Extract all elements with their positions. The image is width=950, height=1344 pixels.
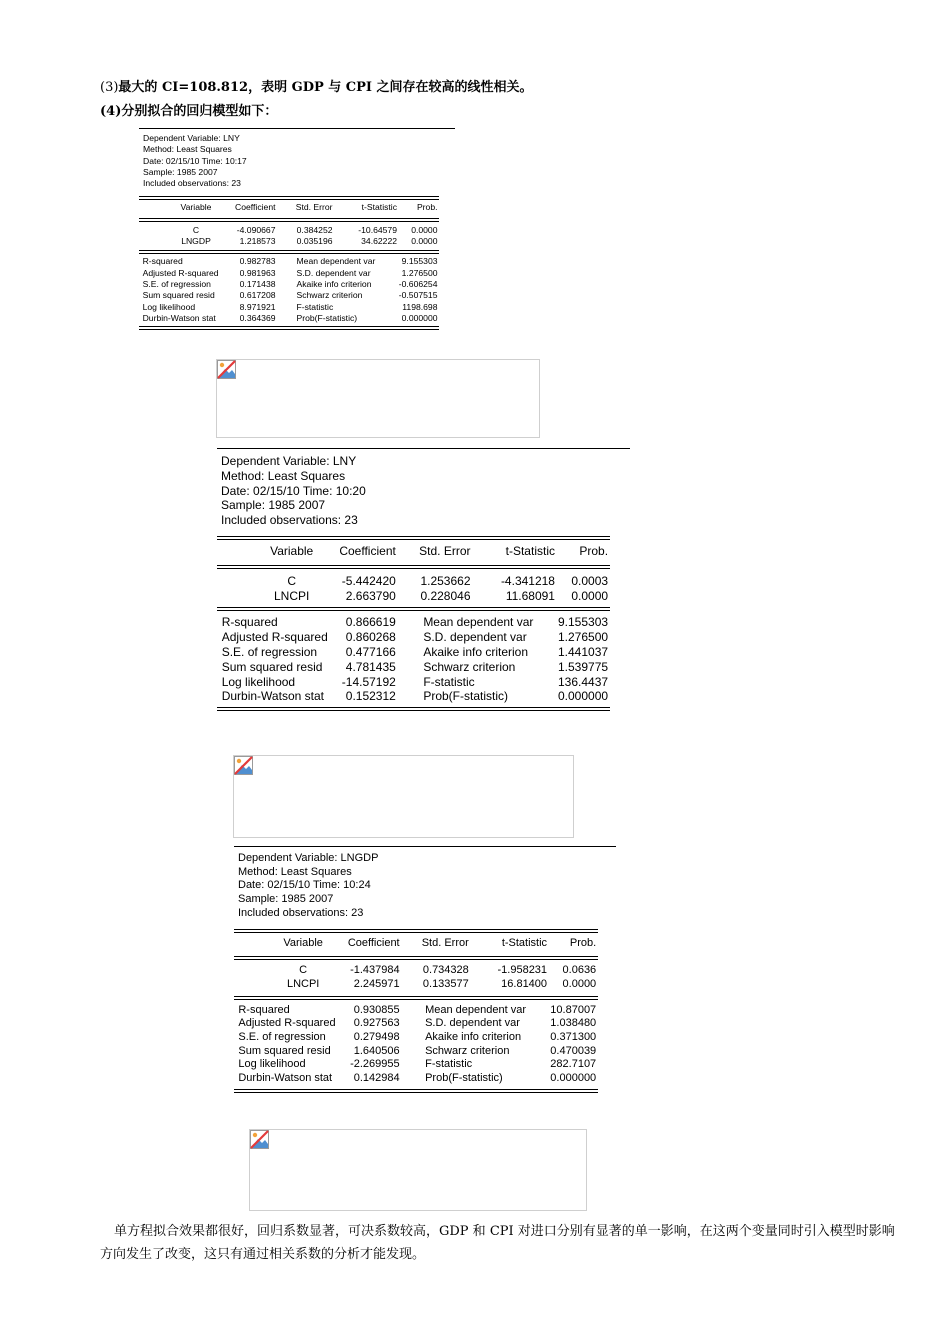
table-cell: Prob. xyxy=(569,936,597,949)
regression-header xyxy=(238,852,378,921)
table-cell: 0.0003 xyxy=(571,573,609,588)
table-cell: Std. Error xyxy=(419,544,471,558)
table-cell: 0.982783 xyxy=(239,256,276,267)
broken-image-placeholder xyxy=(216,359,540,438)
table-cell: -5.442420 xyxy=(341,573,396,588)
header-line: Dependent Variable: LNY xyxy=(143,133,240,143)
table-cell: 0.734328 xyxy=(422,964,469,977)
table-double-rule xyxy=(139,250,439,254)
table-cell: 2.663790 xyxy=(345,588,396,603)
table-cell: t-Statistic xyxy=(501,936,548,949)
header-line: Sample: 1985 2007 xyxy=(238,893,334,906)
table-double-rule xyxy=(217,565,610,569)
table-cell: 0.000000 xyxy=(550,1072,597,1085)
table-cell: Sum squared resid xyxy=(142,290,215,301)
table-cell: 11.68091 xyxy=(505,588,555,603)
table-cell: 1198.698 xyxy=(402,301,438,312)
table-cell: Durbin-Watson stat xyxy=(238,1072,333,1085)
table-cell: C xyxy=(192,224,200,235)
table-cell: Prob(F-statistic) xyxy=(425,1072,503,1085)
statistic-row xyxy=(217,689,610,704)
table-cell: R-squared xyxy=(142,256,183,267)
table-cell: 0.371300 xyxy=(550,1031,597,1043)
table-cell: -14.57192 xyxy=(341,674,396,689)
table-cell: LNCPI xyxy=(273,588,310,603)
table-cell: 1.640506 xyxy=(353,1044,400,1057)
table-cell: C xyxy=(287,573,296,588)
table-cell: 0.000000 xyxy=(401,312,438,323)
table-cell: -0.606254 xyxy=(398,279,438,289)
header-line: Method: Least Squares xyxy=(143,144,232,155)
table-cell: 1.539775 xyxy=(557,659,609,674)
table-cell: 4.781435 xyxy=(345,659,396,674)
table-cell: 10.87007 xyxy=(550,1003,597,1016)
regression-table-lny-lngdp xyxy=(139,128,455,338)
paragraph-4-text: (4)分别拟合的回归模型如下： xyxy=(100,104,278,119)
table-cell: Akaike info criterion xyxy=(296,279,372,289)
table-cell: Mean dependent var xyxy=(423,615,534,630)
table-cell: Prob(F-statistic) xyxy=(296,312,358,323)
table-cell: Adjusted R-squared xyxy=(142,267,219,278)
table-cell: S.E. of regression xyxy=(221,645,318,659)
broken-image-icon xyxy=(217,360,236,379)
table-cell: Akaike info criterion xyxy=(423,645,529,659)
table-cell: Mean dependent var xyxy=(296,256,376,267)
table-cell: 1.276500 xyxy=(557,630,609,645)
table-cell: 16.81400 xyxy=(501,977,548,990)
regression-header xyxy=(221,454,366,528)
statistic-row xyxy=(139,290,439,301)
header-line: Date: 02/15/10 Time: 10:24 xyxy=(238,879,371,892)
header-line: Sample: 1985 2007 xyxy=(143,166,218,177)
coefficient-row xyxy=(217,589,610,604)
table-cell: 0.860268 xyxy=(345,630,396,645)
table-cell: LNGDP xyxy=(181,236,211,247)
table-top-rule xyxy=(217,448,630,449)
coefficient-row xyxy=(217,574,610,589)
table-cell: Adjusted R-squared xyxy=(221,630,328,645)
table-cell: S.D. dependent var xyxy=(296,267,371,278)
paragraph-3-prefix: (3) xyxy=(100,80,119,95)
table-cell: 2.245971 xyxy=(353,977,400,990)
header-line: Method: Least Squares xyxy=(238,865,352,878)
table-cell: -4.341218 xyxy=(500,573,555,588)
table-double-rule xyxy=(234,1089,598,1093)
table-cell: F-statistic xyxy=(425,1058,473,1071)
table-cell: S.D. dependent var xyxy=(425,1017,520,1030)
table-double-rule xyxy=(217,536,610,540)
statistic-row xyxy=(139,302,439,313)
statistic-row xyxy=(217,675,610,690)
table-cell: 0.384252 xyxy=(296,224,333,235)
table-cell: LNCPI xyxy=(286,977,320,990)
table-cell: Schwarz criterion xyxy=(425,1044,510,1057)
table-cell: -0.507515 xyxy=(398,290,438,301)
paragraph-3 xyxy=(100,79,533,96)
statistic-row xyxy=(234,1031,598,1045)
table-cell: 0.133577 xyxy=(422,977,469,990)
table-cell: F-statistic xyxy=(296,301,334,312)
regression-table-lngdp-lncpi xyxy=(234,846,616,1098)
header-line: Dependent Variable: LNGDP xyxy=(238,852,379,864)
table-double-rule xyxy=(139,326,439,330)
table-cell: 282.7107 xyxy=(550,1058,597,1071)
statistic-row xyxy=(234,1058,598,1072)
table-cell: Coefficient xyxy=(339,544,396,558)
table-cell: Coefficient xyxy=(347,936,400,949)
statistic-row xyxy=(139,268,439,279)
table-cell: Variable xyxy=(283,936,323,949)
table-cell: 0.0000 xyxy=(562,977,597,990)
table-cell: 0.617208 xyxy=(239,290,276,301)
table-cell: 0.470039 xyxy=(550,1044,597,1057)
table-cell: 0.228046 xyxy=(420,588,471,603)
table-cell: 0.866619 xyxy=(345,615,396,630)
header-line: Included observations: 23 xyxy=(143,178,241,189)
statistic-row xyxy=(234,1045,598,1059)
header-line: Sample: 1985 2007 xyxy=(221,498,326,513)
table-double-rule xyxy=(139,196,439,200)
table-cell: -2.269955 xyxy=(350,1058,400,1071)
header-line: Included observations: 23 xyxy=(221,513,358,528)
table-cell: 0.927563 xyxy=(353,1017,400,1030)
table-cell: Sum squared resid xyxy=(221,659,323,674)
table-cell: Adjusted R-squared xyxy=(238,1017,336,1030)
table-cell: -1.958231 xyxy=(497,964,548,977)
table-cell: 9.155303 xyxy=(401,256,438,267)
column-header-row xyxy=(217,544,610,559)
table-cell: Variable xyxy=(180,201,212,212)
table-cell: F-statistic xyxy=(423,674,475,689)
table-top-rule xyxy=(234,846,616,847)
table-cell: -4.090667 xyxy=(236,224,276,235)
table-cell: Akaike info criterion xyxy=(425,1031,522,1043)
table-cell: 1.218573 xyxy=(239,236,276,247)
table-cell: R-squared xyxy=(238,1003,290,1016)
statistic-row xyxy=(234,1004,598,1018)
coefficient-row xyxy=(234,964,598,978)
table-cell: Schwarz criterion xyxy=(423,659,516,674)
statistic-row xyxy=(139,313,439,324)
table-cell: 0.0000 xyxy=(571,588,609,603)
table-double-rule xyxy=(234,929,598,933)
paragraph-4 xyxy=(100,103,277,120)
coefficient-row xyxy=(139,236,439,247)
table-cell: S.E. of regression xyxy=(238,1031,326,1043)
table-cell: Std. Error xyxy=(295,201,333,212)
statistic-row xyxy=(217,660,610,675)
table-double-rule xyxy=(217,707,610,711)
table-cell: R-squared xyxy=(221,615,278,630)
statistic-row xyxy=(217,630,610,645)
statistic-row xyxy=(217,645,610,660)
statistic-row xyxy=(217,615,610,630)
table-double-rule xyxy=(234,956,598,960)
table-cell: 0.0636 xyxy=(562,964,597,977)
statistic-row xyxy=(139,256,439,267)
table-cell: 0.981963 xyxy=(239,267,276,278)
table-cell: 136.4437 xyxy=(557,674,609,689)
table-cell: t-Statistic xyxy=(505,544,555,558)
table-cell: 0.279498 xyxy=(353,1031,400,1043)
table-top-rule xyxy=(139,128,455,129)
table-cell: Std. Error xyxy=(421,936,469,949)
table-cell: 1.038480 xyxy=(550,1017,597,1030)
header-line: Date: 02/15/10 Time: 10:20 xyxy=(221,483,366,498)
table-double-rule xyxy=(234,996,598,1000)
column-header-row xyxy=(139,202,439,213)
table-cell: Variable xyxy=(270,544,314,558)
header-line: Method: Least Squares xyxy=(221,468,346,483)
coefficient-row xyxy=(234,978,598,992)
broken-image-placeholder xyxy=(249,1129,587,1211)
table-cell: 1.276500 xyxy=(401,267,438,278)
table-cell: Prob. xyxy=(416,201,438,212)
statistic-row xyxy=(234,1017,598,1031)
table-cell: 1.441037 xyxy=(557,645,609,659)
table-cell: 0.171438 xyxy=(239,279,276,289)
table-cell: 0.142984 xyxy=(353,1072,400,1085)
table-double-rule xyxy=(139,218,439,222)
table-cell: 1.253662 xyxy=(420,573,471,588)
table-cell: -10.64579 xyxy=(358,224,397,235)
broken-image-icon xyxy=(234,756,253,775)
regression-table-lny-lncpi xyxy=(217,448,630,721)
header-line: Dependent Variable: LNY xyxy=(221,454,357,468)
broken-image-placeholder xyxy=(233,755,574,838)
table-cell: C xyxy=(299,964,308,977)
table-cell: Mean dependent var xyxy=(425,1003,527,1016)
table-cell: 0.0000 xyxy=(411,224,438,235)
table-cell: 9.155303 xyxy=(557,615,609,630)
broken-image-icon xyxy=(250,1130,269,1149)
table-cell: Durbin-Watson stat xyxy=(142,312,216,323)
table-cell: Schwarz criterion xyxy=(296,290,363,301)
header-line: Included observations: 23 xyxy=(238,906,364,919)
table-double-rule xyxy=(217,607,610,611)
table-cell: Log likelihood xyxy=(142,301,196,312)
table-cell: t-Statistic xyxy=(361,201,397,212)
table-cell: Coefficient xyxy=(235,201,276,212)
table-cell: Prob. xyxy=(579,544,609,558)
table-cell: 34.62222 xyxy=(361,236,397,247)
table-cell: Log likelihood xyxy=(238,1058,306,1071)
table-cell: 0.035196 xyxy=(296,236,333,247)
table-cell: 0.930855 xyxy=(353,1003,400,1016)
coefficient-row xyxy=(139,225,439,236)
conclusion-paragraph: 单方程拟合效果都很好，回归系数显著，可决系数较高，GDP 和 CPI 对进口分别有显著的单一影响，在这两个变量同时引入模型时影响方向发生了改变，这只有通过相关系数的分析才能发现。 xyxy=(100,1224,895,1262)
table-cell: 0.152312 xyxy=(345,689,396,704)
table-cell: Durbin-Watson stat xyxy=(221,689,324,704)
paragraph-3-text: 最大的 CI=108.812，表明 GDP 与 CPI 之间存在较高的线性相关。 xyxy=(118,80,533,95)
header-line: Date: 02/15/10 Time: 10:17 xyxy=(143,155,247,166)
table-cell: 0.364369 xyxy=(239,312,276,323)
table-cell: Sum squared resid xyxy=(238,1044,331,1057)
column-header-row xyxy=(234,937,598,951)
table-cell: S.E. of regression xyxy=(142,279,211,289)
table-cell: 0.000000 xyxy=(557,689,609,704)
table-cell: Log likelihood xyxy=(221,674,296,689)
statistic-row xyxy=(139,279,439,290)
table-cell: 0.477166 xyxy=(345,645,396,659)
table-cell: 8.971921 xyxy=(239,301,276,312)
regression-header xyxy=(143,133,247,189)
statistic-row xyxy=(234,1072,598,1086)
table-cell: Prob(F-statistic) xyxy=(423,689,508,704)
table-cell: -1.437984 xyxy=(350,964,400,977)
table-cell: S.D. dependent var xyxy=(423,630,527,645)
table-cell: 0.0000 xyxy=(411,236,438,247)
